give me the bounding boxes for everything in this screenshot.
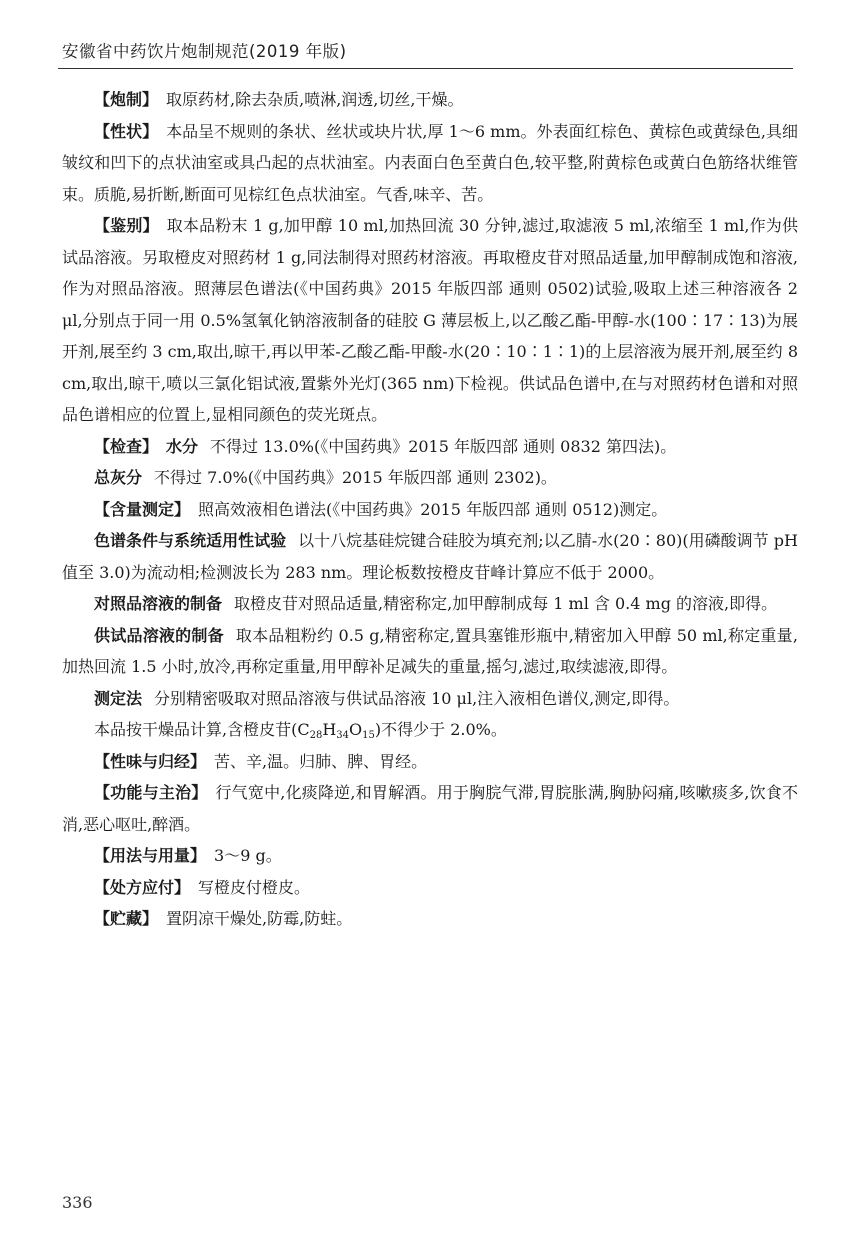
text-yongfa: 3～9 g。	[214, 846, 282, 865]
text-xingzhuang: 本品呈不规则的条状、丝状或块片状,厚 1～6 mm。外表面红棕色、黄棕色或黄绿色,具细皱纹和凹下的点状油室或具凸起的点状油室。内表面白色至黄白色,较平整,附黄棕色或黄白色筋络状维管束。质脆,易折断,断面可见棕红色点状油室。气香,味辛、苦。	[62, 121, 798, 204]
paragraph-chufang	[62, 872, 798, 904]
text-gongshi: 取本品粗粉约 0.5 g,精密称定,置具塞锥形瓶中,精密加入甲醇 50 ml,称定重量,加热回流 1.5 小时,放冷,再称定重量,用甲醇补足减失的重量,摇匀,滤过,取续滤液,即得。	[62, 625, 798, 676]
paragraph-paozhi	[62, 84, 798, 116]
heading-xingzhuang: 【性状】	[94, 121, 159, 141]
paragraph-gongshi	[62, 620, 798, 683]
paragraph-hanliang	[62, 494, 798, 526]
heading-jiancha: 【检查】	[94, 436, 159, 456]
subheading-ceding: 测定法	[94, 688, 143, 708]
subheading-sepu: 色谱条件与系统适用性试验	[94, 531, 287, 550]
paragraph-gongneng	[62, 777, 798, 840]
subscript-h: 34	[336, 730, 349, 741]
text-shuifen: 不得过 13.0%(《中国药典》2015 年版四部 通则 0832 第四法)。	[210, 436, 677, 456]
subheading-duizhao: 对照品溶液的制备	[94, 594, 223, 613]
paragraph-zonghuifen	[62, 462, 798, 494]
heading-chufang: 【处方应付】	[94, 877, 191, 897]
heading-hanliang: 【含量测定】	[94, 499, 191, 519]
formula-o: O	[349, 720, 363, 739]
paragraph-sepu	[62, 525, 798, 588]
heading-zhucang: 【贮藏】	[94, 909, 159, 928]
subscript-c: 28	[309, 730, 323, 741]
paragraph-jianbie	[62, 210, 798, 431]
subheading-shuifen: 水分	[166, 436, 199, 456]
document-body	[62, 84, 798, 935]
text-sepu: 以十八烷基硅烷键合硅胶为填充剂;以乙腈-水(20∶80)(用磷酸调节 pH 值至 3.0)为流动相;检测波长为 283 nm。理论板数按橙皮苷峰计算应不低于 2000。	[62, 531, 798, 582]
text-result-post: )不得少于 2.0%。	[374, 720, 507, 739]
paragraph-xingwei	[62, 746, 798, 778]
paragraph-xingzhuang	[62, 116, 798, 211]
subheading-zonghuifen: 总灰分	[94, 468, 143, 487]
text-gongneng: 行气宽中,化痰降逆,和胃解酒。用于胸脘气滞,胃脘胀满,胸胁闷痛,咳嗽痰多,饮食不消,恶心呕吐,醉酒。	[62, 783, 798, 834]
subscript-o: 15	[362, 730, 375, 741]
text-hanliang: 照高效液相色谱法(《中国药典》2015 年版四部 通则 0512)测定。	[198, 499, 668, 519]
text-duizhao: 取橙皮苷对照品适量,精密称定,加甲醇制成每 1 ml 含 0.4 mg 的溶液,即得。	[234, 594, 778, 613]
heading-jianbie: 【鉴别】	[94, 216, 159, 235]
paragraph-result	[62, 714, 798, 746]
paragraph-ceding	[62, 683, 798, 715]
heading-yongfa: 【用法与用量】	[94, 846, 207, 865]
heading-gongneng: 【功能与主治】	[94, 783, 208, 802]
text-zhucang: 置阴凉干燥处,防霉,防蛀。	[166, 909, 353, 928]
formula-h: H	[322, 720, 337, 739]
paragraph-jiancha	[62, 431, 798, 463]
subheading-gongshi: 供试品溶液的制备	[94, 625, 224, 645]
heading-paozhi: 【炮制】	[94, 90, 159, 109]
text-result-pre: 本品按干燥品计算,含橙皮苷(C	[94, 720, 310, 739]
text-xingwei: 苦、辛,温。归肺、脾、胃经。	[214, 751, 428, 771]
text-chufang: 写橙皮付橙皮。	[198, 877, 311, 897]
text-zonghuifen: 不得过 7.0%(《中国药典》2015 年版四部 通则 2302)。	[154, 468, 557, 487]
paragraph-zhucang	[62, 903, 798, 935]
text-paozhi: 取原药材,除去杂质,喷淋,润透,切丝,干燥。	[166, 90, 464, 109]
text-jianbie: 取本品粉末 1 g,加甲醇 10 ml,加热回流 30 分钟,滤过,取滤液 5 ml,浓缩至 1 ml,作为供试品溶液。另取橙皮对照药材 1 g,同法制得对照药材溶液。再取橙皮苷对照品适量,加甲醇制成饱和溶液,作为对照品溶液。照薄层色谱法(《中国药典》2015 年版四部 通则 0502)试验,吸取上述三种溶液各 2 μl,分别点于同一用 0.5%氢氧化钠溶液制备的硅胶 G 薄层板上,以乙酸乙酯-甲醇-水(100∶17∶13)为展开剂,展至约 3 cm,取出,晾干,再以甲苯-乙酸乙酯-甲酸-水(20∶10∶1∶1)的上层溶液为展开剂,展至约 8 cm,取出,晾干,喷以三氯化铝试液,置紫外光灯(365 nm)下检视。供试品色谱中,在与对照药材色谱和对照品色谱相应的位置上,显相同颜色的荧光斑点。	[62, 216, 798, 424]
text-ceding: 分别精密吸取对照品溶液与供试品溶液 10 μl,注入液相色谱仪,测定,即得。	[154, 688, 680, 708]
running-header: 安徽省中药饮片炮制规范(2019 年版)	[62, 42, 347, 61]
paragraph-yongfa	[62, 840, 798, 872]
heading-xingwei: 【性味与归经】	[94, 751, 207, 771]
paragraph-duizhao	[62, 588, 798, 620]
page-number: 336	[62, 1193, 93, 1212]
header-rule	[58, 68, 793, 69]
